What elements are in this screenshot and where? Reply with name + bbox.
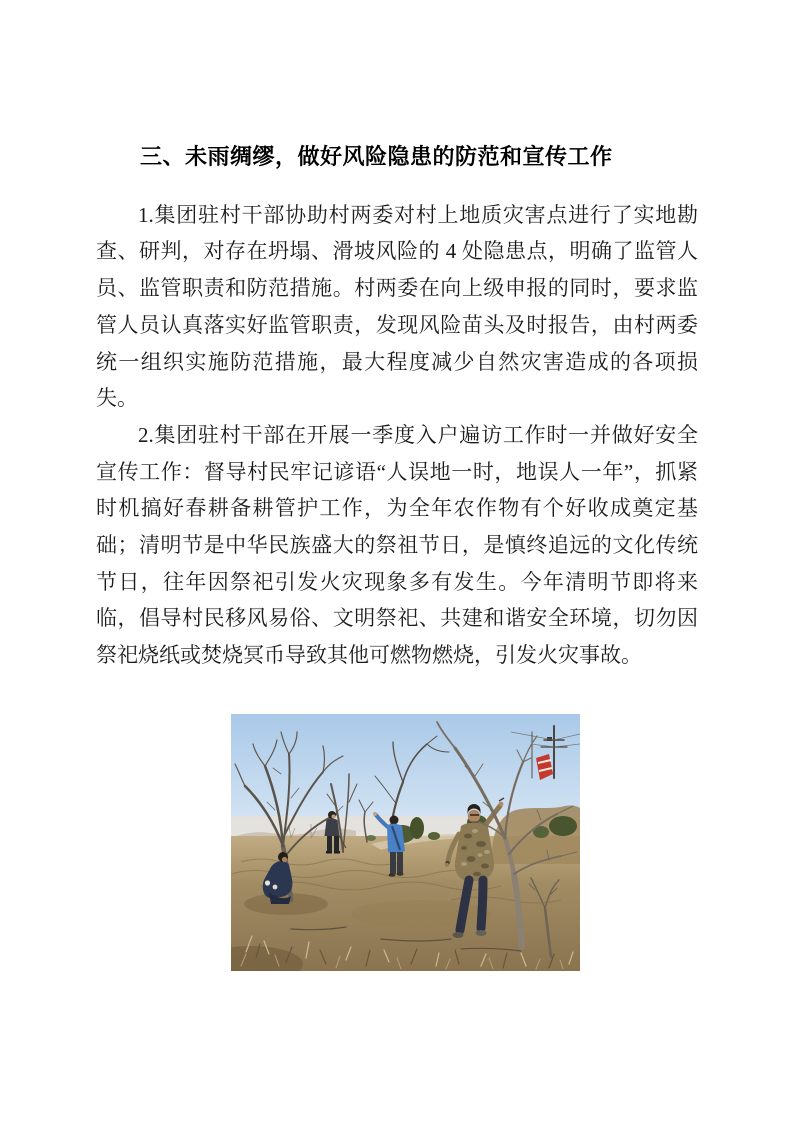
section-heading: 三、未雨绸缪，做好风险隐患的防范和宣传工作 [140,144,613,169]
document-body [96,139,698,674]
paragraph-1: 1.集团驻村干部协助村两委对村上地质灾害点进行了实地勘查、研判，对存在坍塌、滑坡风险的 4 处隐患点，明确了监管人员、监管职责和防范措施。村两委在向上级申报的同时，要求监管人员认真落实好监管职责，发现风险苗头及时报告，由村两委统一组织实施防范措施，最大程度减少自然灾害造成的各项损失。 [96,202,698,411]
orchard-photo-illustration [231,714,580,971]
paragraph-2: 2.集团驻村干部在开展一季度入户遍访工作时一并做好安全宣传工作：督导村民牢记谚语“人误地一时，地误人一年”，抓紧时机搞好春耕备耕管护工作，为全年农作物有个好收成奠定基础；清明节是中华民族盛大的祭祖节日，是慎终追远的文化传统节日，往年因祭祀引发火灾现象多有发生。今年清明节即将来临，倡导村民移风易俗、文明祭祀、共建和谐安全环境，切勿因祭祀烧纸或焚烧冥币导致其他可燃物燃烧，引发火灾事故。 [96,422,698,668]
orchard-photo [231,714,580,971]
